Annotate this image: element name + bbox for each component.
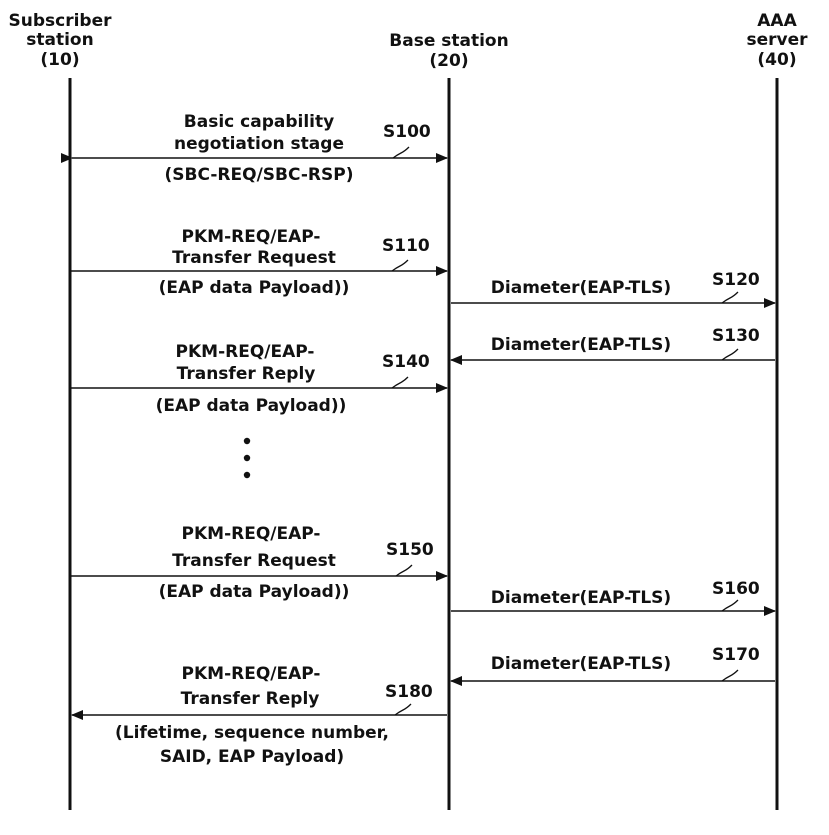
s120-step-number: S120 <box>712 270 760 290</box>
s180-step-number: S180 <box>385 682 433 702</box>
aaa-header-line2: server <box>746 30 808 50</box>
s170-label: Diameter(EAP-TLS) <box>490 654 672 674</box>
s170-step-leader <box>722 670 738 681</box>
s100-sublabel: (SBC-REQ/SBC-RSP) <box>164 165 354 185</box>
s110-sublabel: (EAP data Payload)) <box>158 278 350 298</box>
continuation-dot <box>244 472 250 478</box>
s150-step-leader <box>396 565 412 576</box>
s130-label: Diameter(EAP-TLS) <box>490 335 672 355</box>
s140-label-line2: Transfer Reply <box>176 364 316 384</box>
s130-step-leader <box>722 349 738 360</box>
s150-sublabel: (EAP data Payload)) <box>158 582 350 602</box>
aaa-header-line1: AAA <box>757 11 797 31</box>
s150-label-line2: Transfer Request <box>172 551 336 571</box>
s100-label-line1: Basic capability <box>183 112 335 132</box>
s140-step-leader <box>392 377 408 388</box>
s180-sublabel-line2: SAID, EAP Payload) <box>159 747 345 767</box>
base-station-header-line1: Base station <box>389 31 509 51</box>
continuation-dot <box>244 455 250 461</box>
s110-step-leader <box>392 260 408 271</box>
s180-step-leader <box>395 704 411 715</box>
s140-sublabel: (EAP data Payload)) <box>155 396 347 416</box>
s160-label: Diameter(EAP-TLS) <box>490 588 672 608</box>
s110-step-number: S110 <box>382 236 430 256</box>
s160-step-number: S160 <box>712 579 760 599</box>
s140-step-number: S140 <box>382 352 430 372</box>
subscriber-header-line2: station <box>26 30 94 50</box>
s170-step-number: S170 <box>712 645 760 665</box>
s100-step-leader <box>393 147 409 158</box>
s100-step-number: S100 <box>383 122 431 142</box>
base-station-header-line2: (20) <box>429 51 469 71</box>
s160-step-leader <box>722 600 738 611</box>
s140-label-line1: PKM-REQ/EAP- <box>175 342 315 362</box>
s110-label-line1: PKM-REQ/EAP- <box>181 227 321 247</box>
s110-label-line2: Transfer Request <box>172 248 336 268</box>
subscriber-header-line3: (10) <box>40 50 80 70</box>
s150-step-number: S150 <box>386 540 434 560</box>
aaa-header-line3: (40) <box>757 50 797 70</box>
s180-sublabel-line1: (Lifetime, sequence number, <box>115 723 389 743</box>
s180-label-line2: Transfer Reply <box>180 689 320 709</box>
s120-step-leader <box>722 292 738 303</box>
subscriber-header-line1: Subscriber <box>8 11 112 31</box>
s150-label-line1: PKM-REQ/EAP- <box>181 524 321 544</box>
s100-label-line2: negotiation stage <box>174 134 344 154</box>
s120-label: Diameter(EAP-TLS) <box>490 278 672 298</box>
s130-step-number: S130 <box>712 326 760 346</box>
continuation-dot <box>244 438 250 444</box>
s180-label-line1: PKM-REQ/EAP- <box>181 664 321 684</box>
